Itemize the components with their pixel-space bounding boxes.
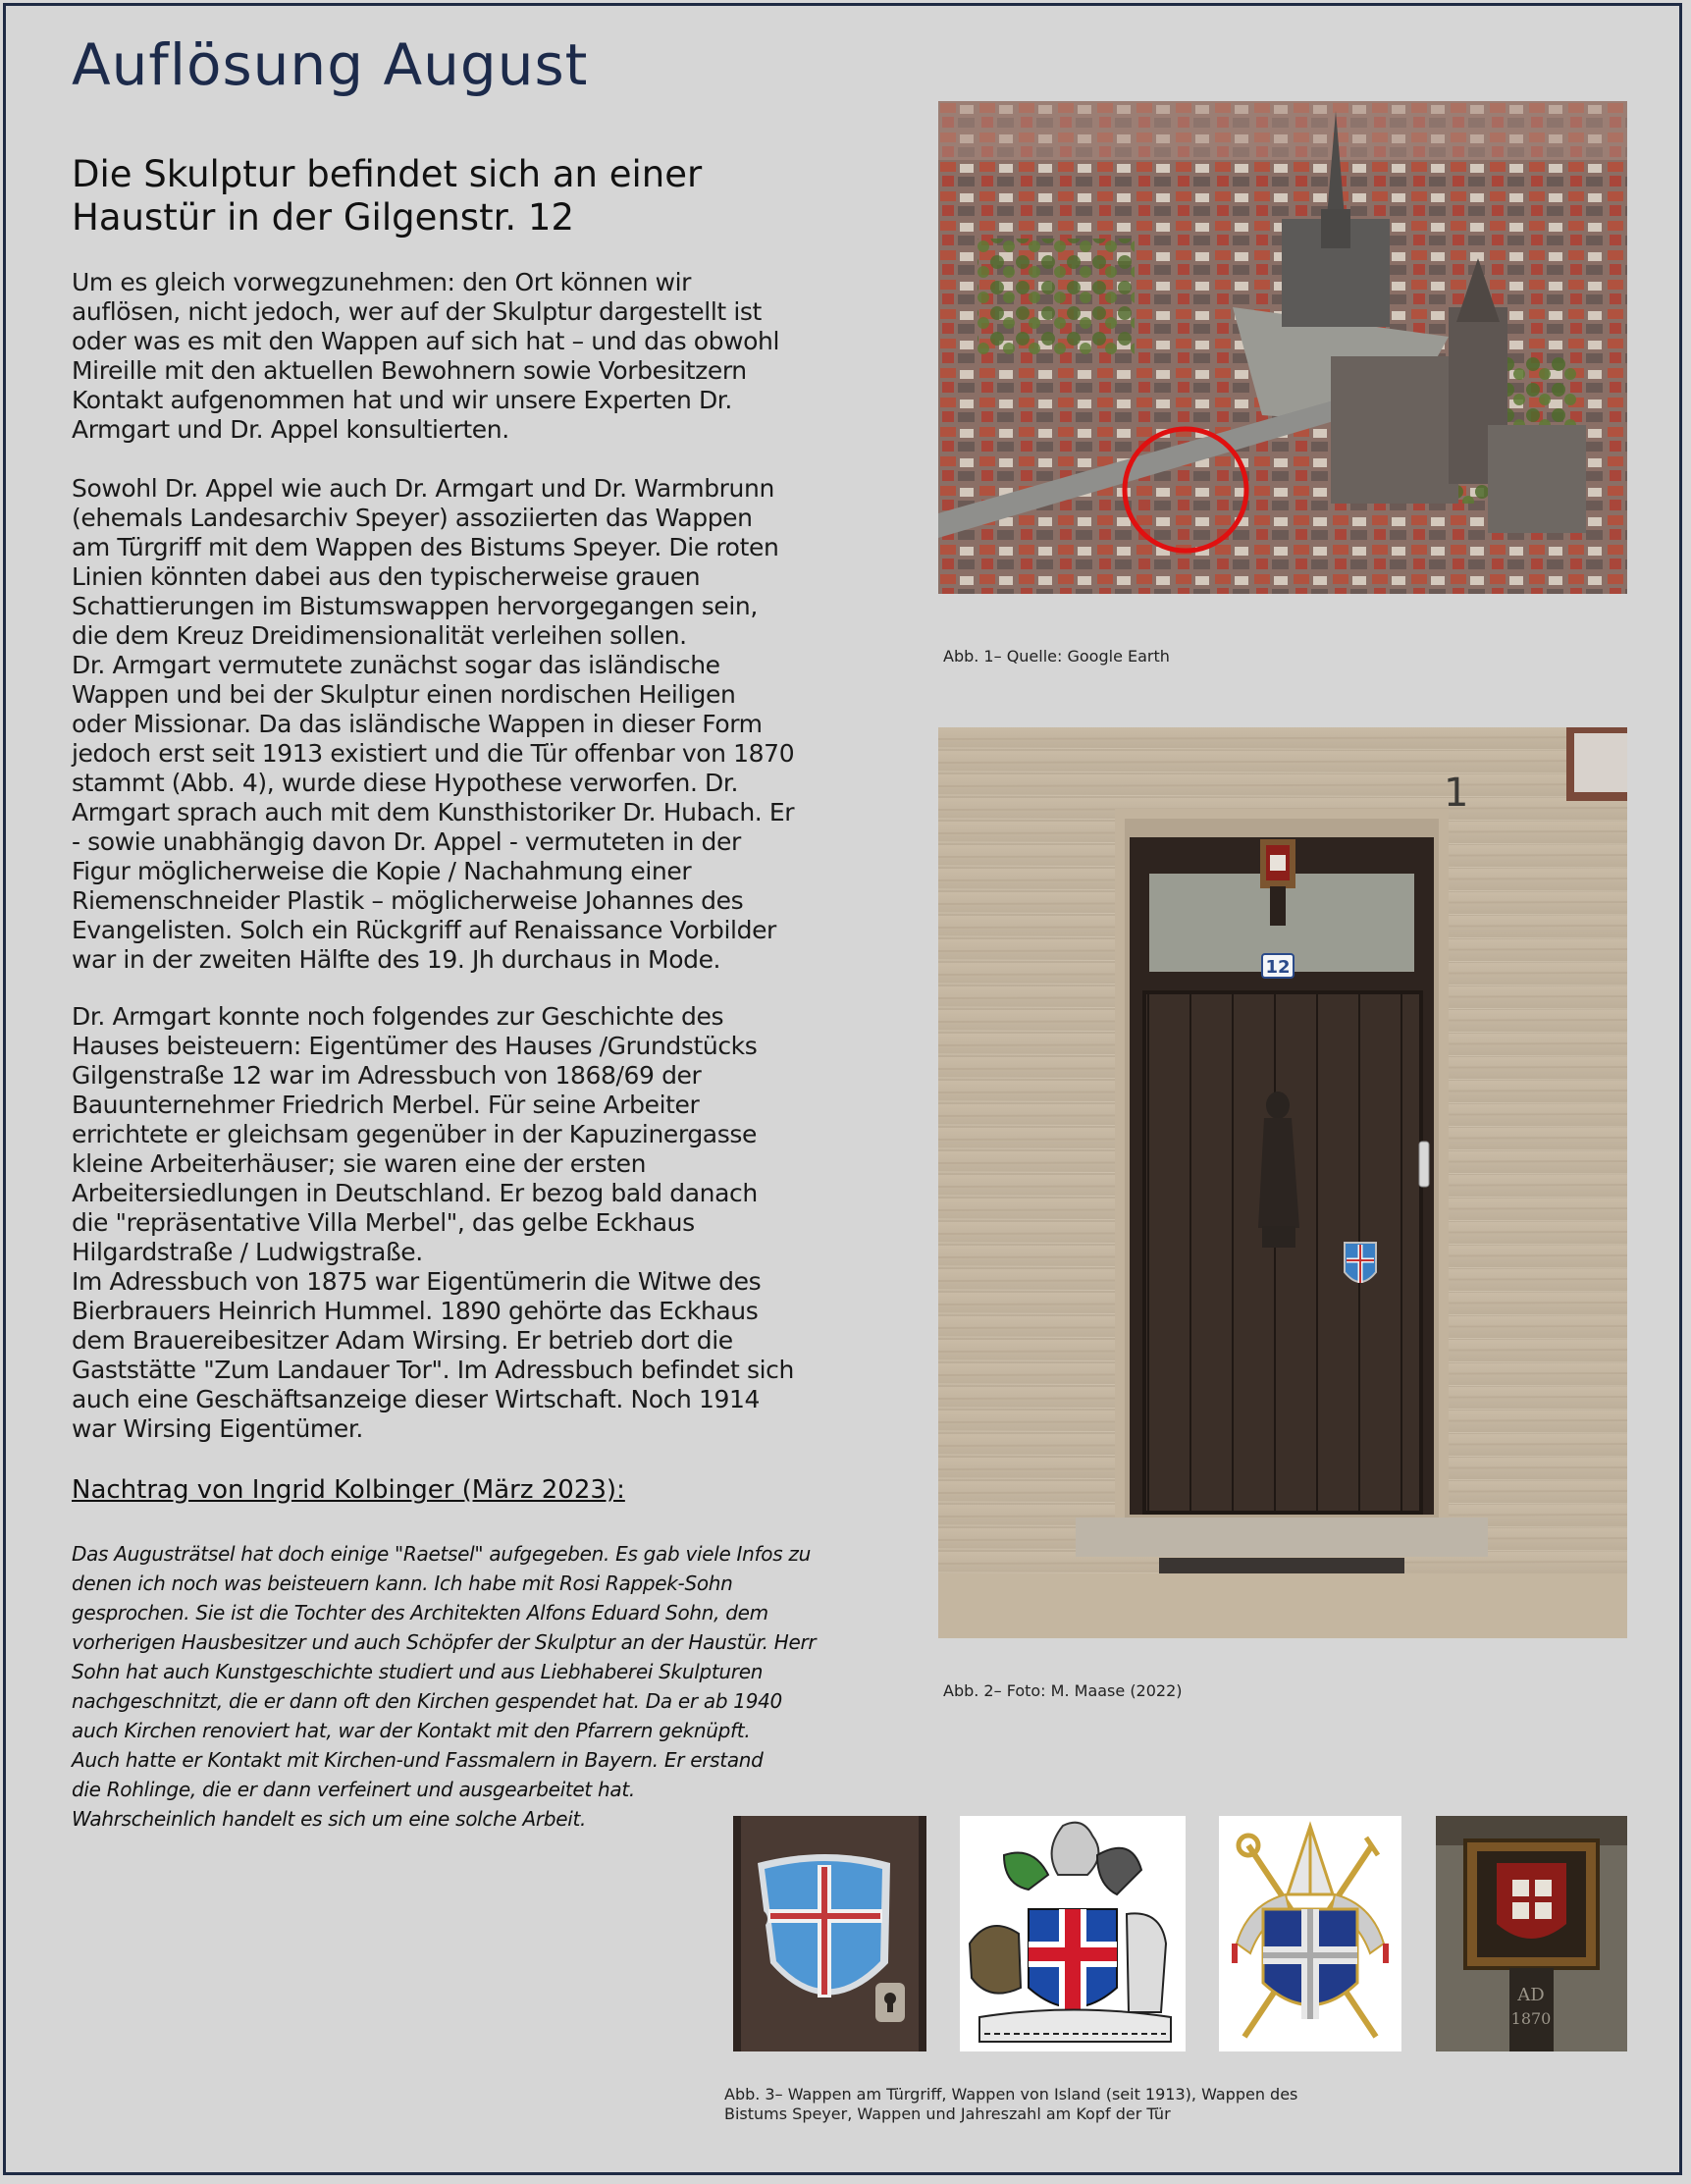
paragraph-intro: Um es gleich vorwegzunehmen: den Ort können wir auflösen, nicht jedoch, wer auf der Skulptur dargestellt ist oder was es mit den Wappen auf sich hat – und das obwohl Mireille mit den aktuellen Bewohnern sowie Vorbesitzern Kontakt aufgenommen hat und wir unsere Experten Dr. Armgart und Dr. Appel konsultierten. <box>72 268 780 444</box>
page-subtitle: Die Skulptur befindet sich an einer Haustür in der Gilgenstr. 12 <box>72 153 703 239</box>
wall-number: 1 <box>1444 771 1469 816</box>
page-title: Auflösung August <box>72 31 589 98</box>
poster-page <box>3 3 1682 2175</box>
paragraph-experts: Sowohl Dr. Appel wie auch Dr. Armgart und Dr. Warmbrunn (ehemals Landesarchiv Speyer) assoziierten das Wappen am Türgriff mit dem Wappen des Bistums Speyer. Die roten Linien könnten dabei aus den typischerweise grauen Schattierungen im Bistumswappen hervorgegangen sein, die dem Kreuz Dreidimensionalität verleihen sollen. Dr. Armgart vermutete zunächst sogar das isländische Wappen und bei der Skulptur einen nordischen Heiligen oder Missionar. Da das isländische Wappen in dieser Form jedoch erst seit 1913 existiert und die Tür offenbar von 1870 stammt (Abb. 4), wurde diese Hypothese verworfen. Dr. Armgart sprach auch mit dem Kunsthistoriker Dr. Hubach. Er - sowie unabhängig davon Dr. Appel - vermuteten in der Figur möglicherweise die Kopie / Nachahmung einer Riemenschneider Plastik – möglicherweise Johannes des Evangelisten. Solch ein Rückgriff auf Renaissance Vorbilder war in der zweiten Hälfte des 19. Jh durchaus in Mode. <box>72 474 795 974</box>
door-photo <box>938 727 1627 1638</box>
nachtrag-text: Das Augusträtsel hat doch einige "Raetsel" aufgegeben. Es gab viele Infos zu denen ich noch was beisteuern kann. Ich habe mit Rosi Rappek-Sohn gesprochen. Sie ist die Tochter des Architekten Alfons Eduard Sohn, dem vorherigen Hausbesitzer und auch Schöpfer der Skulptur an der Haustür. Herr Sohn hat auch Kunstgeschichte studiert und aus Liebhaberei Skulpturen nachgeschnitzt, die er dann oft den Kirchen gespendet hat. Da er ab 1940 auch Kirchen renoviert hat, war der Kontakt mit den Pfarrern geknüpft. Auch hatte er Kontakt mit Kirchen-und Fassmalern in Bayern. Er erstand die Rohlinge, die er dann verfeinert und ausgearbeitet hat. Wahrscheinlich handelt es sich um eine solche Arbeit. <box>72 1542 817 1831</box>
nachtrag-heading: Nachtrag von Ingrid Kolbinger (März 2023): <box>72 1475 625 1505</box>
door-number-plate: 12 <box>1265 957 1291 978</box>
iceland-coat-of-arms <box>960 1816 1186 2051</box>
aerial-photo <box>938 101 1627 594</box>
crest-door-handle-photo <box>733 1816 926 2051</box>
crest-ad-label: AD <box>1517 1985 1545 2005</box>
caption-abb3: Abb. 3– Wappen am Türgriff, Wappen von Island (seit 1913), Wappen des Bistums Speyer, Wappen und Jahreszahl am Kopf der Tür <box>724 2085 1298 2123</box>
caption-abb1: Abb. 1– Quelle: Google Earth <box>943 647 1170 666</box>
crest-year-label: 1870 <box>1510 2009 1552 2028</box>
paragraph-history: Dr. Armgart konnte noch folgendes zur Geschichte des Hauses beisteuern: Eigentümer des Hauses /Grundstücks Gilgenstraße 12 war im Adressbuch von 1868/69 der Bauunternehmer Friedrich Merbel. Für seine Arbeiter errichtete er gleichsam gegenüber in der Kapuzinergasse kleine Arbeiterhäuser; sie waren eine der ersten Arbeitersiedlungen in Deutschland. Er bezog bald danach die "repräsentative Villa Merbel", das gelbe Eckhaus Hilgardstraße / Ludwigstraße. Im Adressbuch von 1875 war Eigentümerin die Witwe des Bierbrauers Heinrich Hummel. 1890 gehörte das Eckhaus dem Brauereibesitzer Adam Wirsing. Er betrieb dort die Gaststätte "Zum Landauer Tor". Im Adressbuch befindet sich auch eine Geschäftsanzeige dieser Wirtschaft. Noch 1914 war Wirsing Eigentümer. <box>72 1002 794 1443</box>
caption-abb2: Abb. 2– Foto: M. Maase (2022) <box>943 1681 1183 1700</box>
transom-crest-photo <box>1436 1816 1627 2051</box>
speyer-diocese-coat-of-arms <box>1219 1816 1401 2051</box>
